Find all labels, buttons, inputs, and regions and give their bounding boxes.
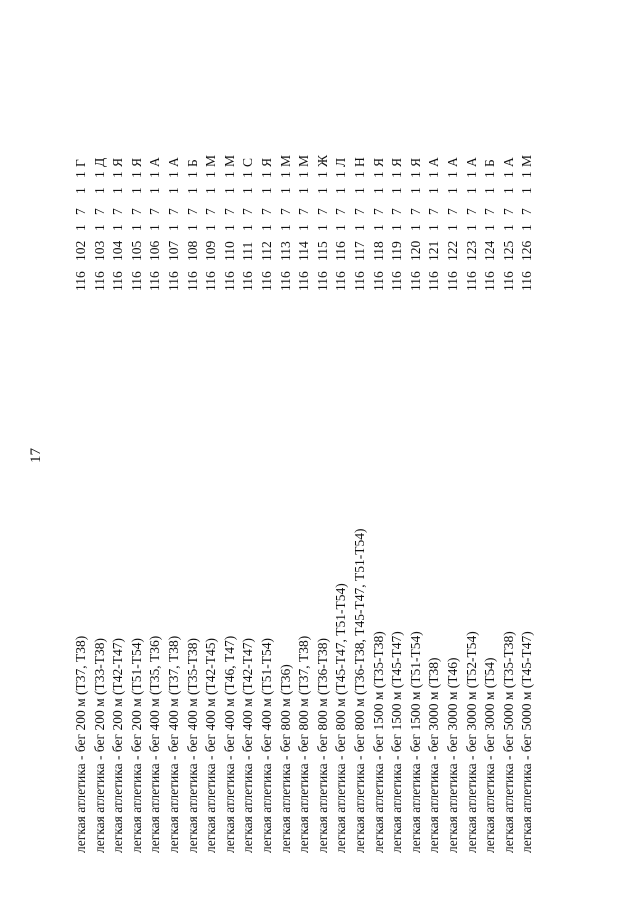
row-digit-b: 7 [333,208,349,215]
table-row [332,0,350,905]
row-code: 116 [296,271,312,291]
row-digit-b: 7 [73,208,88,215]
row-label: легкая атлетика - бег 800 м (Т36) [277,664,293,853]
row-digit-b: 7 [128,208,144,215]
row-digit-b: 7 [352,208,367,215]
row-digit-c: 1 [500,187,516,194]
row-code: 116 [445,271,460,291]
row-digit-b: 7 [389,208,405,215]
row-letter: М [203,154,219,167]
row-digit-d: 1 [110,171,126,178]
row-label: легкая атлетика - бег 400 м (Т42-Т45) [203,638,219,853]
row-digit-a: 1 [426,224,442,231]
row-digit-b: 7 [426,208,442,215]
row-number: 108 [184,240,200,261]
row-digit-c: 1 [259,187,274,194]
row-number: 107 [166,240,181,261]
row-digit-c: 1 [277,187,293,194]
row-digit-c: 1 [407,187,423,194]
row-digit-a: 1 [482,224,498,231]
row-digit-b: 7 [370,208,386,215]
row-label: легкая атлетика - бег 1500 м (Т45-Т47) [389,631,405,853]
row-digit-a: 1 [110,224,126,231]
row-digit-c: 1 [333,187,349,194]
row-code: 116 [519,271,535,291]
row-code: 116 [110,271,126,291]
row-label: легкая атлетика - бег 200 м (Т51-Т54) [128,638,144,853]
row-digit-a: 1 [259,224,274,231]
row-digit-c: 1 [91,187,107,194]
table-row [370,0,388,905]
row-digit-a: 1 [352,224,367,231]
row-digit-a: 1 [463,224,479,231]
row-digit-c: 1 [166,187,181,194]
row-letter: Л [333,157,349,167]
row-code: 116 [91,271,107,291]
row-digit-c: 1 [389,187,405,194]
row-number: 114 [296,241,312,261]
row-code: 116 [352,271,367,291]
row-code: 116 [221,271,237,291]
table-row [351,0,369,905]
row-code: 116 [73,271,88,291]
table-row [407,0,425,905]
row-letter: А [500,157,516,167]
row-digit-b: 7 [482,208,498,215]
table-row [72,0,90,905]
row-letter: Я [407,157,423,167]
row-digit-d: 1 [147,171,163,178]
row-digit-c: 1 [519,187,535,194]
row-letter: А [463,157,479,167]
row-digit-b: 7 [147,208,163,215]
row-code: 116 [240,271,256,291]
table-row [221,0,239,905]
row-digit-a: 1 [91,224,107,231]
table-row [388,0,406,905]
table-row [463,0,481,905]
row-letter: Я [259,157,274,167]
row-number: 103 [91,240,107,261]
row-digit-a: 1 [203,224,219,231]
table-row [239,0,257,905]
table-row [500,0,518,905]
row-code: 116 [333,271,349,291]
row-digit-d: 1 [445,171,460,178]
row-code: 116 [128,271,144,291]
row-number: 120 [407,240,423,261]
table-row [202,0,220,905]
row-code: 116 [277,271,293,291]
row-number: 111 [240,241,256,261]
row-digit-b: 7 [407,208,423,215]
table-row [314,0,332,905]
row-number: 125 [500,240,516,261]
row-letter: М [519,154,535,167]
row-digit-a: 1 [389,224,405,231]
row-letter: Я [110,157,126,167]
row-digit-d: 1 [73,171,88,178]
row-code: 116 [370,271,386,291]
row-digit-d: 1 [296,171,312,178]
row-digit-a: 1 [166,224,181,231]
table-row [109,0,127,905]
row-digit-b: 7 [221,208,237,215]
row-letter: А [147,157,163,167]
row-label: легкая атлетика - бег 800 м (Т45-Т47, Т51-Т54) [333,583,349,853]
row-number: 104 [110,240,126,261]
row-digit-a: 1 [221,224,237,231]
row-label: легкая атлетика - бег 3000 м (Т54) [482,657,498,853]
table-row [425,0,443,905]
row-label: легкая атлетика - бег 400 м (Т37, Т38) [166,635,181,853]
row-digit-a: 1 [407,224,423,231]
row-label: легкая атлетика - бег 800 м (Т36-Т38) [314,638,330,853]
row-letter: Б [482,159,498,167]
row-letter: Я [370,157,386,167]
row-digit-a: 1 [147,224,163,231]
row-code: 116 [482,271,498,291]
page-number: 17 [28,448,44,463]
row-digit-b: 7 [519,208,535,215]
row-digit-c: 1 [240,187,256,194]
row-digit-a: 1 [519,224,535,231]
row-letter: Б [184,159,200,167]
table-row [128,0,146,905]
row-digit-a: 1 [296,224,312,231]
row-label: легкая атлетика - бег 400 м (Т42-Т47) [240,638,256,853]
row-label: легкая атлетика - бег 1500 м (Т51-Т54) [407,631,423,853]
row-digit-a: 1 [500,224,516,231]
row-digit-d: 1 [240,171,256,178]
row-label: легкая атлетика - бег 400 м (Т51-Т54) [259,638,274,853]
row-digit-b: 7 [314,208,330,215]
row-number: 105 [128,240,144,261]
row-digit-b: 7 [240,208,256,215]
row-digit-d: 1 [482,171,498,178]
row-number: 121 [426,240,442,261]
row-number: 123 [463,240,479,261]
row-code: 116 [389,271,405,291]
row-digit-a: 1 [445,224,460,231]
table-row [91,0,109,905]
row-digit-c: 1 [445,187,460,194]
row-digit-d: 1 [519,171,535,178]
row-label: легкая атлетика - бег 5000 м (Т35-Т38) [500,631,516,853]
row-digit-b: 7 [110,208,126,215]
row-digit-c: 1 [128,187,144,194]
row-digit-c: 1 [73,187,88,194]
row-letter: Г [73,159,88,167]
row-letter: А [426,157,442,167]
row-letter: Н [352,157,367,167]
row-digit-c: 1 [203,187,219,194]
row-code: 116 [314,271,330,291]
row-code: 116 [184,271,200,291]
row-digit-a: 1 [73,224,88,231]
row-number: 116 [333,241,349,261]
row-digit-c: 1 [482,187,498,194]
row-digit-c: 1 [184,187,200,194]
row-digit-d: 1 [166,171,181,178]
row-digit-d: 1 [389,171,405,178]
row-label: легкая атлетика - бег 200 м (Т37, Т38) [73,635,88,853]
row-digit-c: 1 [314,187,330,194]
row-label: легкая атлетика - бег 400 м (Т46, Т47) [221,635,237,853]
row-digit-d: 1 [184,171,200,178]
row-digit-a: 1 [184,224,200,231]
row-code: 116 [147,271,163,291]
row-digit-b: 7 [445,208,460,215]
row-number: 124 [482,240,498,261]
table-row [258,0,276,905]
row-letter: С [240,157,256,167]
table-row [184,0,202,905]
row-digit-a: 1 [240,224,256,231]
row-digit-c: 1 [221,187,237,194]
row-digit-d: 1 [203,171,219,178]
table-row [481,0,499,905]
row-number: 122 [445,240,460,261]
row-digit-d: 1 [463,171,479,178]
row-number: 106 [147,240,163,261]
row-label: легкая атлетика - бег 400 м (Т35-Т38) [184,638,200,853]
row-letter: Я [389,157,405,167]
row-digit-b: 7 [203,208,219,215]
row-number: 115 [314,241,330,261]
row-digit-b: 7 [91,208,107,215]
row-number: 118 [370,241,386,261]
row-digit-a: 1 [370,224,386,231]
row-digit-c: 1 [352,187,367,194]
table-row [165,0,183,905]
row-digit-a: 1 [128,224,144,231]
row-digit-c: 1 [463,187,479,194]
row-digit-a: 1 [277,224,293,231]
row-digit-d: 1 [370,171,386,178]
row-code: 116 [166,271,181,291]
row-label: легкая атлетика - бег 3000 м (Т46) [445,657,460,853]
row-digit-c: 1 [426,187,442,194]
row-digit-b: 7 [463,208,479,215]
row-digit-c: 1 [147,187,163,194]
row-digit-b: 7 [296,208,312,215]
row-letter: Ж [314,154,330,167]
row-digit-d: 1 [259,171,274,178]
row-label: легкая атлетика - бег 800 м (Т36-Т38, Т45-Т47, Т51-Т54) [352,528,367,853]
row-label: легкая атлетика - бег 5000 м (Т45-Т47) [519,631,535,853]
row-number: 117 [352,241,367,261]
row-code: 116 [203,271,219,291]
row-number: 113 [277,241,293,261]
row-digit-d: 1 [333,171,349,178]
row-digit-d: 1 [277,171,293,178]
row-digit-d: 1 [314,171,330,178]
table-row [146,0,164,905]
row-label: легкая атлетика - бег 800 м (Т37, Т38) [296,635,312,853]
row-digit-d: 1 [426,171,442,178]
row-label: легкая атлетика - бег 3000 м (Т52-Т54) [463,631,479,853]
row-digit-a: 1 [314,224,330,231]
row-digit-b: 7 [259,208,274,215]
row-code: 116 [500,271,516,291]
row-digit-d: 1 [91,171,107,178]
row-number: 102 [73,240,88,261]
row-letter: М [221,154,237,167]
row-digit-d: 1 [128,171,144,178]
row-digit-b: 7 [166,208,181,215]
row-digit-c: 1 [370,187,386,194]
row-letter: А [445,157,460,167]
row-code: 116 [463,271,479,291]
row-digit-c: 1 [110,187,126,194]
row-letter: Д [91,157,107,167]
row-number: 126 [519,240,535,261]
row-letter: М [296,154,312,167]
row-letter: Я [128,157,144,167]
row-label: легкая атлетика - бег 3000 м (Т38) [426,657,442,853]
row-code: 116 [407,271,423,291]
row-digit-d: 1 [500,171,516,178]
row-number: 119 [389,241,405,261]
row-number: 110 [221,241,237,261]
row-digit-b: 7 [500,208,516,215]
row-label: легкая атлетика - бег 1500 м (Т35-Т38) [370,631,386,853]
table-row [444,0,462,905]
row-digit-d: 1 [352,171,367,178]
row-number: 112 [259,241,274,261]
row-code: 116 [259,271,274,291]
row-code: 116 [426,271,442,291]
row-number: 109 [203,240,219,261]
row-letter: А [166,157,181,167]
row-digit-c: 1 [296,187,312,194]
row-label: легкая атлетика - бег 400 м (Т35, Т36) [147,635,163,853]
table-row [295,0,313,905]
row-digit-b: 7 [277,208,293,215]
row-label: легкая атлетика - бег 200 м (Т33-Т38) [91,638,107,853]
table-row [277,0,295,905]
row-digit-d: 1 [221,171,237,178]
row-digit-d: 1 [407,171,423,178]
row-label: легкая атлетика - бег 200 м (Т42-Т47) [110,638,126,853]
row-letter: М [277,154,293,167]
table-row [518,0,536,905]
row-digit-b: 7 [184,208,200,215]
row-digit-a: 1 [333,224,349,231]
